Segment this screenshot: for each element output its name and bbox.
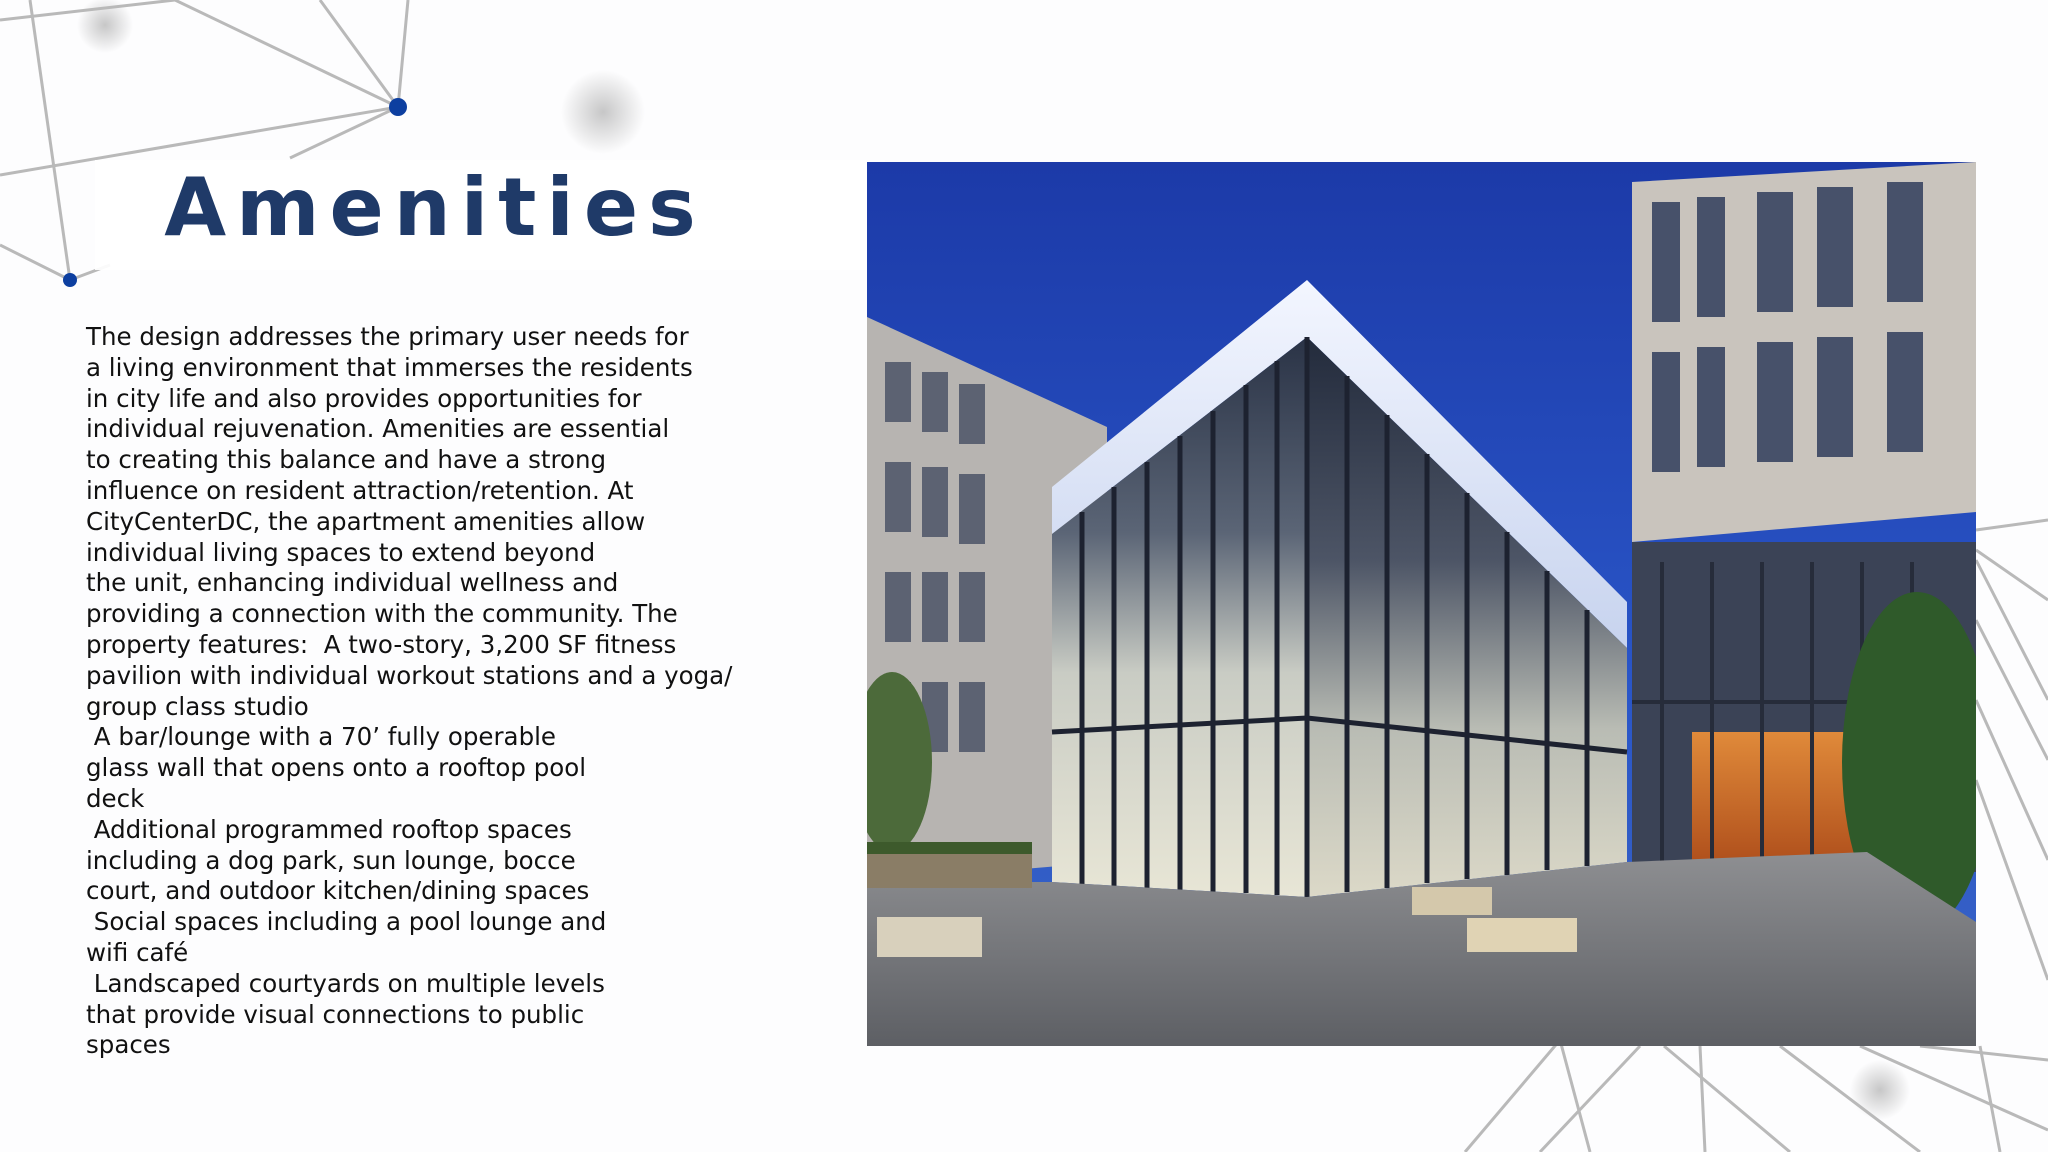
body-line: glass wall that opens onto a rooftop pool — [86, 753, 587, 783]
body-line: spaces — [86, 1030, 171, 1060]
body-line: group class studio — [86, 691, 309, 721]
network-node-dot — [63, 273, 77, 287]
body-line: providing a connection with the community. The — [86, 599, 678, 629]
body-line: to creating this balance and have a strong — [86, 445, 607, 475]
body-line: including a dog park, sun lounge, bocce — [86, 845, 576, 875]
body-line: property features: A two-story, 3,200 SF fitness — [86, 629, 677, 659]
body-line: the unit, enhancing individual wellness and — [86, 568, 619, 598]
body-line: The design addresses the primary user needs for — [86, 322, 689, 351]
body-line: pavilion with individual workout stations and a yoga/ — [86, 660, 733, 690]
body-line: influence on resident attraction/retention. At — [86, 475, 634, 505]
body-line: Social spaces including a pool lounge and — [86, 907, 607, 937]
body-line: in city life and also provides opportunities for — [86, 383, 642, 413]
body-line: deck — [86, 783, 145, 813]
body-line: individual rejuvenation. Amenities are essential — [86, 414, 670, 444]
network-node-dot — [389, 98, 407, 116]
body-line: individual living spaces to extend beyond — [86, 537, 596, 567]
body-paragraph — [86, 322, 806, 1061]
body-line: wifi café — [86, 937, 189, 967]
building-photo — [867, 162, 1976, 1046]
body-line: court, and outdoor kitchen/dining spaces — [86, 876, 590, 906]
body-line: that provide visual connections to public — [86, 999, 585, 1029]
body-line: a living environment that immerses the residents — [86, 352, 693, 382]
slide-title: Amenities — [164, 161, 706, 254]
body-line: A bar/lounge with a 70’ fully operable — [86, 722, 556, 752]
body-line: Additional programmed rooftop spaces — [86, 814, 572, 844]
body-line: Landscaped courtyards on multiple levels — [86, 968, 605, 998]
body-line: CityCenterDC, the apartment amenities allow — [86, 506, 646, 536]
